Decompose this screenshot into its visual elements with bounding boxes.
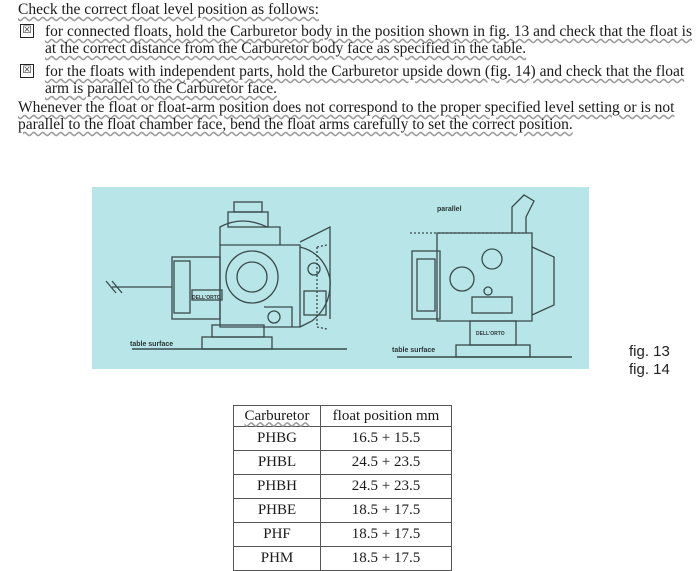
intro-text: Check the correct float level position as follows: (18, 1, 319, 18)
carburetor-model-cell: PHBG (234, 427, 321, 451)
checked-box-icon: ☒ (20, 64, 34, 78)
table-row (234, 427, 452, 451)
instruction-text: for the floats with independent parts, hold the Carburetor upside down (fig. 14) and check that the float arm is parallel to the Carburetor face. (45, 63, 685, 97)
fig-14-caption: fig. 14 (629, 361, 670, 378)
float-level-table (233, 405, 452, 571)
instruction-text: for connected floats, hold the Carburetor body in the position shown in fig. 13 and check that the float is at the correct distance from the Carburetor body face as specified in the table. (45, 23, 692, 57)
carburetor-model-cell: PHM (234, 547, 321, 571)
fig-13-caption: fig. 13 (629, 343, 670, 360)
brand-plate-right: DELL'ORTO (476, 331, 505, 337)
carburetor-model-cell: PHF (234, 523, 321, 547)
float-position-cell: 16.5 + 15.5 (321, 427, 452, 451)
float-position-cell: 24.5 + 23.5 (321, 475, 452, 499)
fig-13-table-surface-label: table surface (130, 341, 174, 348)
table-row (234, 547, 452, 571)
carburetor-diagram (92, 187, 589, 369)
brand-plate-left: DELL'ORTO (192, 295, 221, 301)
carburetor-figure (92, 187, 589, 369)
table-row (234, 523, 452, 547)
checked-box-icon: ☒ (20, 24, 34, 38)
carburetor-model-cell: PHBL (234, 451, 321, 475)
instruction-item-connected-floats (18, 23, 694, 57)
fig-13-carburetor-drawing (106, 202, 347, 349)
carburetor-model-cell: PHBH (234, 475, 321, 499)
carburetor-model-cell: PHBE (234, 499, 321, 523)
float-position-cell: 18.5 + 17.5 (321, 523, 452, 547)
figure-captions (629, 343, 670, 379)
adjustment-paragraph: Whenever the float or float-arm position does not correspond to the proper specified level setting or is not parallel to the float chamber face, bend the float arms carefully to set the correct position. (18, 99, 675, 133)
fig-14-table-surface-label: table surface (392, 347, 436, 354)
table-header-row (234, 406, 452, 427)
float-position-cell: 18.5 + 17.5 (321, 547, 452, 571)
parallel-label: parallel (437, 206, 462, 213)
table-row (234, 475, 452, 499)
header-carburetor: Carburetor (234, 406, 321, 427)
table-row (234, 499, 452, 523)
header-float-position: float position mm (321, 406, 452, 427)
float-position-cell: 24.5 + 23.5 (321, 451, 452, 475)
instruction-item-independent-floats (18, 63, 694, 97)
float-position-cell: 18.5 + 17.5 (321, 499, 452, 523)
table-row (234, 451, 452, 475)
